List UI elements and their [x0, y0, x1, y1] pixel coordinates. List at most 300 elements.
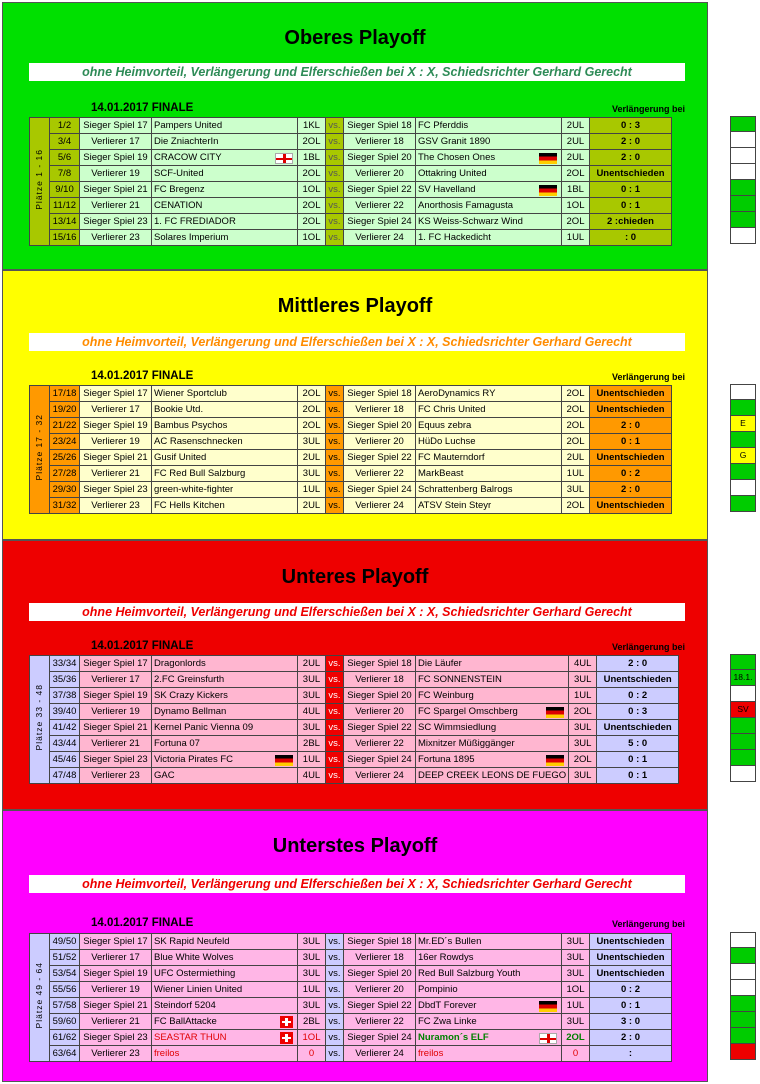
league-1	[298, 950, 326, 966]
match-date: 14.01.2017 FINALE	[91, 917, 194, 929]
team-1-text: Dragonlords	[154, 658, 206, 669]
league-1	[298, 720, 326, 736]
team-1	[152, 934, 298, 950]
vs-cell: vs.	[326, 498, 344, 514]
match-label-2-text: Verlierer 18	[355, 952, 404, 963]
match-label-2-text: Sieger Spiel 18	[347, 388, 412, 399]
vs-cell: vs.	[326, 998, 344, 1014]
team-1	[152, 720, 298, 736]
match-label-2	[344, 498, 416, 514]
extra-time-header: Verlängerung bei	[611, 372, 685, 382]
league-2	[562, 198, 590, 214]
section-2	[2, 270, 708, 540]
status-cell	[730, 132, 756, 148]
league-1-text: 3UL	[302, 436, 321, 447]
team-1	[152, 768, 298, 784]
match-label-2-text: Verlierer 24	[355, 1048, 404, 1059]
vs-cell: vs.	[326, 1014, 344, 1030]
league-1-text: 1KL	[303, 120, 320, 131]
status-column	[730, 932, 756, 1060]
team-2	[416, 118, 562, 134]
placement-cell	[50, 166, 80, 182]
placement-cell	[50, 950, 80, 966]
league-1	[298, 134, 326, 150]
table-row	[30, 704, 679, 720]
flag-ch-icon	[280, 1032, 293, 1044]
league-2	[562, 982, 590, 998]
fixtures-table	[29, 385, 672, 514]
team-1-text: Pampers United	[154, 120, 223, 131]
result-cell	[590, 402, 672, 418]
team-2-text: Die Läufer	[418, 658, 462, 669]
league-2	[569, 688, 597, 704]
placement-cell	[50, 230, 80, 246]
team-1-text: Kernel Panic Vienna 09	[154, 722, 254, 733]
placement-cell-text: 49/50	[52, 936, 77, 947]
placement-cell	[50, 656, 80, 672]
result-cell-text: 0 : 3	[620, 120, 640, 131]
team-1	[152, 950, 298, 966]
league-1	[298, 736, 326, 752]
league-2-text: 3UL	[573, 738, 592, 749]
team-1-text: Blue White Wolves	[154, 952, 234, 963]
result-cell-text: 2 : 0	[620, 152, 640, 163]
placement-cell-text: 7/8	[57, 168, 72, 179]
league-1-text: 3UL	[302, 968, 321, 979]
league-1	[298, 214, 326, 230]
match-label-1-text: Sieger Spiel 19	[83, 968, 148, 979]
match-label-1-text: Verlierer 23	[91, 1048, 140, 1059]
table-row	[30, 1030, 672, 1046]
result-cell	[590, 418, 672, 434]
team-1-text: green-white-fighter	[154, 484, 234, 495]
match-label-2	[344, 768, 416, 784]
vs-cell: vs.	[326, 656, 344, 672]
table-row	[30, 482, 672, 498]
team-1	[152, 402, 298, 418]
match-label-2-text: Verlierer 20	[355, 706, 404, 717]
match-label-2	[344, 998, 416, 1014]
league-2	[562, 1046, 590, 1062]
result-cell-text: 2 : 0	[628, 658, 648, 669]
match-label-1	[80, 752, 152, 768]
team-1-text: Wiener Linien United	[154, 984, 243, 995]
status-cell	[730, 654, 756, 670]
status-cell	[730, 480, 756, 496]
placement-cell-text: 9/10	[55, 184, 74, 195]
league-2	[562, 150, 590, 166]
match-label-1	[80, 434, 152, 450]
league-2	[562, 934, 590, 950]
result-cell	[597, 672, 679, 688]
team-2-text: SC Wimmsiedlung	[418, 722, 497, 733]
vs-cell: vs.	[326, 704, 344, 720]
league-2	[562, 182, 590, 198]
result-cell-text: Unentschieden	[596, 500, 665, 511]
team-2	[416, 1030, 562, 1046]
team-2	[416, 450, 562, 466]
league-2-text: 4UL	[573, 658, 592, 669]
match-label-1-text: Sieger Spiel 21	[83, 184, 148, 195]
status-cell	[730, 432, 756, 448]
match-label-1	[80, 672, 152, 688]
placement-cell-text: 63/64	[52, 1048, 77, 1059]
match-label-1-text: Verlierer 19	[91, 168, 140, 179]
result-cell	[590, 982, 672, 998]
result-cell	[590, 150, 672, 166]
match-label-1-text: Sieger Spiel 19	[83, 690, 148, 701]
match-label-1	[80, 466, 152, 482]
result-cell-text: 2 : 0	[620, 484, 640, 495]
league-1-text: 1OL	[302, 1032, 321, 1043]
team-2	[416, 418, 562, 434]
placement-cell-text: 37/38	[52, 690, 77, 701]
team-2	[416, 182, 562, 198]
match-label-1-text: Verlierer 23	[91, 770, 140, 781]
match-label-1-text: Verlierer 19	[91, 706, 140, 717]
result-cell-text: Unentschieden	[596, 952, 665, 963]
section-4	[2, 810, 708, 1082]
placement-cell-text: 15/16	[52, 232, 77, 243]
team-2-text: HüDo Luchse	[418, 436, 476, 447]
result-cell	[590, 166, 672, 182]
vs-cell: vs.	[326, 736, 344, 752]
result-cell	[597, 688, 679, 704]
placement-cell	[50, 134, 80, 150]
team-2	[416, 720, 569, 736]
team-2-text: Ottakring United	[418, 168, 487, 179]
team-1	[152, 672, 298, 688]
status-cell	[730, 116, 756, 132]
league-2-text: 2OL	[566, 388, 585, 399]
league-1-text: 2OL	[302, 136, 321, 147]
section-subtitle: ohne Heimvorteil, Verlängerung und Elferschießen bei X : X, Schiedsrichter Gerhard Gerecht	[29, 603, 685, 621]
team-1	[152, 656, 298, 672]
match-label-1-text: Sieger Spiel 23	[83, 484, 148, 495]
match-label-2-text: Sieger Spiel 22	[347, 452, 412, 463]
league-2	[569, 768, 597, 784]
places-text: Plätze 17 - 32	[34, 413, 44, 481]
places-text: Plätze 33 - 48	[34, 683, 44, 751]
league-1-text: 1OL	[302, 184, 321, 195]
match-label-2	[344, 450, 416, 466]
league-1-text: 1BL	[303, 152, 320, 163]
table-row	[30, 198, 672, 214]
team-2	[416, 998, 562, 1014]
match-label-2-text: Sieger Spiel 18	[347, 658, 412, 669]
section-3	[2, 540, 708, 810]
league-2	[562, 402, 590, 418]
team-2	[416, 402, 562, 418]
placement-cell	[50, 418, 80, 434]
status-cell	[730, 996, 756, 1012]
league-1	[298, 966, 326, 982]
match-label-2	[344, 934, 416, 950]
league-1-text: 2UL	[302, 500, 321, 511]
team-2-text: Nuramon´s ELF	[418, 1032, 489, 1043]
team-1-text: Solares Imperium	[154, 232, 229, 243]
team-2-text: Red Bull Salzburg Youth	[418, 968, 521, 979]
flag-de-icon	[539, 153, 557, 164]
team-2-text: FC Chris United	[418, 404, 486, 415]
placement-cell	[50, 966, 80, 982]
placement-cell	[50, 982, 80, 998]
status-cell	[730, 948, 756, 964]
vs-cell: vs.	[326, 688, 344, 704]
team-1	[152, 214, 298, 230]
vs-cell: vs.	[326, 950, 344, 966]
match-label-1	[80, 966, 152, 982]
match-label-2-text: Sieger Spiel 20	[347, 968, 412, 979]
match-label-2	[344, 982, 416, 998]
placement-cell-text: 23/24	[52, 436, 77, 447]
result-cell-text: Unentschieden	[603, 674, 672, 685]
match-label-1-text: Verlierer 23	[91, 232, 140, 243]
league-2-text: 2OL	[566, 1032, 585, 1043]
match-label-1-text: Verlierer 17	[91, 952, 140, 963]
league-1-text: 2OL	[302, 420, 321, 431]
result-cell	[590, 498, 672, 514]
match-label-2-text: Sieger Spiel 24	[347, 754, 412, 765]
match-label-1-text: Verlierer 19	[91, 436, 140, 447]
flag-en-icon	[275, 153, 293, 164]
league-2-text: 1UL	[566, 232, 585, 243]
match-label-2-text: Sieger Spiel 24	[347, 216, 412, 227]
match-label-2-text: Sieger Spiel 20	[347, 690, 412, 701]
section-subtitle: ohne Heimvorteil, Verlängerung und Elferschießen bei X : X, Schiedsrichter Gerhard Gerecht	[29, 875, 685, 893]
places-label	[30, 118, 50, 246]
placement-cell	[50, 498, 80, 514]
match-label-1	[80, 402, 152, 418]
status-cell	[730, 384, 756, 400]
team-1	[152, 688, 298, 704]
fixtures-table	[29, 117, 672, 246]
status-column	[730, 116, 756, 244]
vs-cell: vs.	[326, 672, 344, 688]
match-label-2-text: Verlierer 20	[355, 436, 404, 447]
match-label-1	[80, 768, 152, 784]
placement-cell-text: 5/6	[57, 152, 72, 163]
league-2	[562, 134, 590, 150]
team-1	[152, 418, 298, 434]
placement-cell-text: 25/26	[52, 452, 77, 463]
league-2-text: 2UL	[566, 152, 585, 163]
status-cell	[730, 766, 756, 782]
team-2	[416, 134, 562, 150]
vs-cell: vs.	[326, 934, 344, 950]
match-label-1	[80, 736, 152, 752]
team-1	[152, 434, 298, 450]
match-label-2	[344, 966, 416, 982]
league-2-text: 1UL	[566, 1000, 585, 1011]
table-row	[30, 966, 672, 982]
team-2-text: 16er Rowdys	[418, 952, 474, 963]
status-cell: SV	[730, 702, 756, 718]
league-2-text: 2OL	[566, 420, 585, 431]
flag-de-icon	[546, 707, 564, 718]
status-cell	[730, 1028, 756, 1044]
team-1-text: GAC	[154, 770, 175, 781]
team-1-text: FC Hells Kitchen	[154, 500, 225, 511]
team-2	[416, 934, 562, 950]
table-row	[30, 450, 672, 466]
team-2	[416, 150, 562, 166]
team-2-text: Anorthosis Famagusta	[418, 200, 514, 211]
team-2	[416, 498, 562, 514]
placement-cell-text: 21/22	[52, 420, 77, 431]
team-1-text: 2.FC Greinsfurth	[154, 674, 225, 685]
result-cell-text: 2 :chieden	[607, 216, 654, 227]
result-cell-text: 0 : 1	[620, 200, 640, 211]
placement-cell-text: 59/60	[52, 1016, 77, 1027]
league-1-text: 1UL	[302, 754, 321, 765]
match-label-1	[80, 1046, 152, 1062]
match-label-2	[344, 166, 416, 182]
match-label-1-text: Sieger Spiel 19	[83, 152, 148, 163]
placement-cell	[50, 150, 80, 166]
team-2-text: DbdT Forever	[418, 1000, 477, 1011]
team-2-text: Equus zebra	[418, 420, 472, 431]
result-cell-text: Unentschieden	[596, 168, 665, 179]
league-2-text: 3UL	[573, 770, 592, 781]
placement-cell	[50, 704, 80, 720]
team-2-text: FC Pferddis	[418, 120, 469, 131]
team-1-text: UFC Ostermiething	[154, 968, 236, 979]
league-1-text: 0	[308, 1048, 315, 1059]
league-2-text: 1OL	[566, 200, 585, 211]
league-1	[298, 466, 326, 482]
league-1-text: 2OL	[302, 216, 321, 227]
result-cell-text: 0 : 3	[628, 706, 648, 717]
league-1-text: 2BL	[303, 738, 320, 749]
match-label-1-text: Sieger Spiel 17	[83, 388, 148, 399]
result-cell	[590, 934, 672, 950]
match-label-2-text: Verlierer 22	[355, 738, 404, 749]
vs-cell: vs.	[326, 720, 344, 736]
league-1-text: 2BL	[303, 1016, 320, 1027]
league-2	[562, 950, 590, 966]
match-label-2-text: Verlierer 18	[355, 136, 404, 147]
status-cell	[730, 964, 756, 980]
placement-cell	[50, 672, 80, 688]
league-1	[298, 704, 326, 720]
result-cell	[590, 118, 672, 134]
match-label-1-text: Verlierer 17	[91, 674, 140, 685]
match-label-2	[344, 752, 416, 768]
result-cell-text: 0 : 2	[628, 690, 648, 701]
league-2-text: 1UL	[566, 468, 585, 479]
table-row	[30, 118, 672, 134]
result-cell	[590, 1014, 672, 1030]
result-cell	[590, 466, 672, 482]
match-label-2	[344, 950, 416, 966]
match-label-2	[344, 214, 416, 230]
result-cell-text: 0 : 2	[620, 468, 640, 479]
team-1	[152, 498, 298, 514]
match-label-1	[80, 998, 152, 1014]
table-row	[30, 1046, 672, 1062]
match-label-2	[344, 434, 416, 450]
match-label-2	[344, 656, 416, 672]
league-1-text: 3UL	[302, 936, 321, 947]
placement-cell	[50, 482, 80, 498]
league-1-text: 2OL	[302, 404, 321, 415]
result-cell-text: 0 : 1	[620, 184, 640, 195]
status-column	[730, 654, 756, 782]
team-1-text: FC Red Bull Salzburg	[154, 468, 246, 479]
league-1	[298, 198, 326, 214]
team-1	[152, 134, 298, 150]
team-1-text: SCF-United	[154, 168, 204, 179]
result-cell-text: 3 : 0	[620, 1016, 640, 1027]
league-2	[562, 1014, 590, 1030]
match-label-1	[80, 688, 152, 704]
match-label-1	[80, 950, 152, 966]
league-1-text: 2UL	[302, 658, 321, 669]
match-date: 14.01.2017 FINALE	[91, 370, 194, 382]
match-label-2-text: Sieger Spiel 20	[347, 420, 412, 431]
placement-cell-text: 1/2	[57, 120, 72, 131]
match-label-2	[344, 466, 416, 482]
match-label-1-text: Sieger Spiel 17	[83, 658, 148, 669]
result-cell	[590, 950, 672, 966]
placement-cell-text: 13/14	[52, 216, 77, 227]
match-label-1	[80, 450, 152, 466]
status-cell	[730, 1012, 756, 1028]
league-2-text: 3UL	[566, 484, 585, 495]
flag-en-icon	[539, 1033, 557, 1044]
status-cell	[730, 164, 756, 180]
team-1	[152, 182, 298, 198]
team-2-text: DEEP CREEK LEONS DE FUEGO	[418, 770, 567, 781]
match-label-1	[80, 1014, 152, 1030]
result-cell	[590, 482, 672, 498]
match-label-1	[80, 720, 152, 736]
team-2	[416, 704, 569, 720]
vs-cell: vs.	[326, 966, 344, 982]
table-row	[30, 386, 672, 402]
result-cell	[590, 434, 672, 450]
league-2	[562, 998, 590, 1014]
team-1-text: Bookie Utd.	[154, 404, 204, 415]
team-1-text: Fortuna 07	[154, 738, 200, 749]
match-label-1-text: Sieger Spiel 19	[83, 420, 148, 431]
section-title: Unterstes Playoff	[272, 835, 438, 857]
result-cell-text: Unentschieden	[596, 452, 665, 463]
match-label-2	[344, 230, 416, 246]
team-2-text: Mixnitzer Müßiggänger	[418, 738, 515, 749]
vs-cell: vs.	[326, 982, 344, 998]
places-label	[30, 934, 50, 1062]
league-1	[298, 118, 326, 134]
result-cell	[597, 656, 679, 672]
result-cell	[590, 182, 672, 198]
league-1	[298, 998, 326, 1014]
table-row	[30, 418, 672, 434]
flag-ch-icon	[280, 1016, 293, 1028]
league-1	[298, 982, 326, 998]
table-row	[30, 466, 672, 482]
league-2-text: 2OL	[573, 754, 592, 765]
league-2-text: 1OL	[566, 984, 585, 995]
placement-cell-text: 45/46	[52, 754, 77, 765]
match-label-2	[344, 198, 416, 214]
placement-cell-text: 17/18	[52, 388, 77, 399]
extra-time-header: Verlängerung bei	[611, 104, 685, 114]
placement-cell	[50, 198, 80, 214]
table-row	[30, 402, 672, 418]
league-1-text: 3UL	[302, 674, 321, 685]
